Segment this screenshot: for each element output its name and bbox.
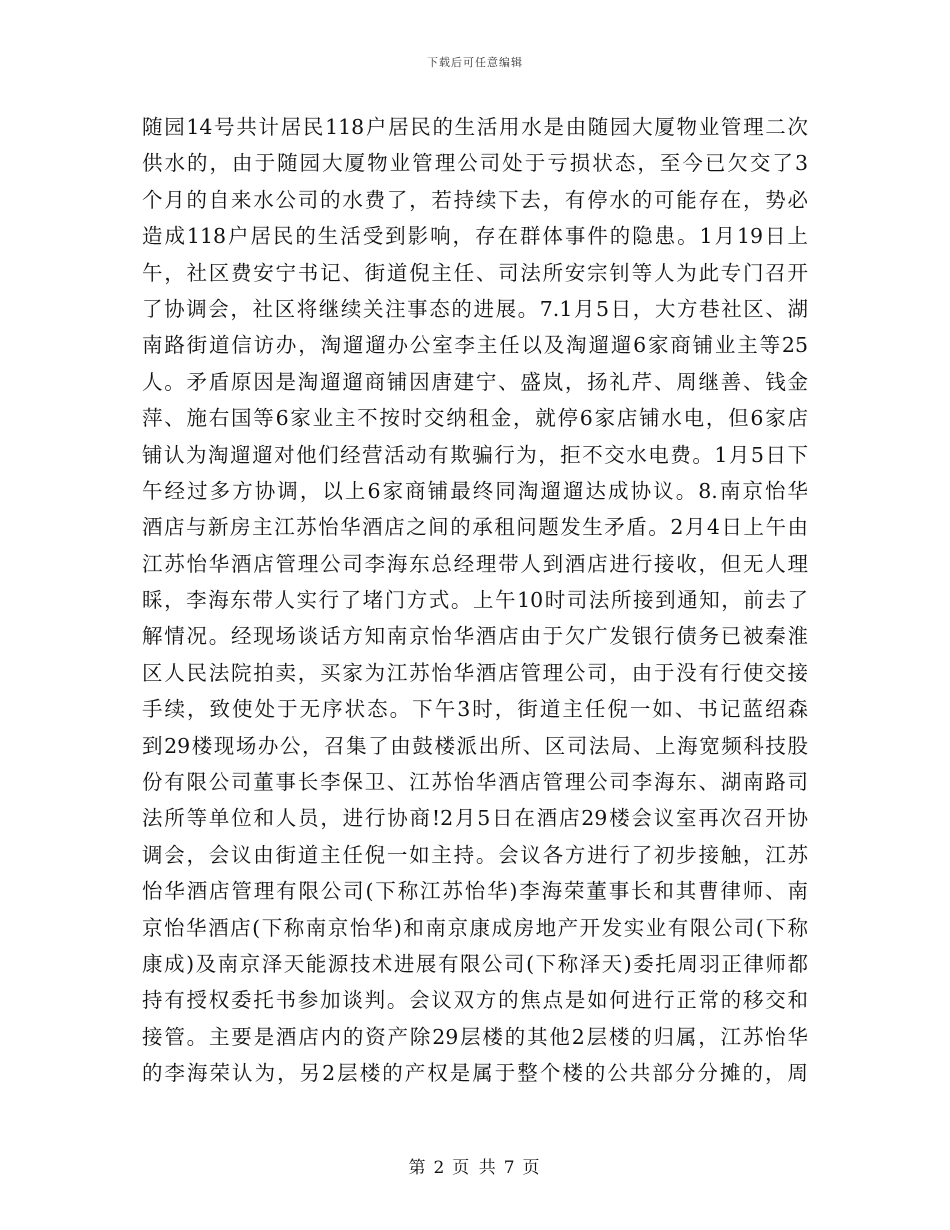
total-pages-number: 7 — [503, 1158, 517, 1178]
text-line: 怡华酒店管理有限公司(下称江苏怡华)李海荣董事长和其曹律师、南 — [142, 879, 808, 904]
footer-suffix: 页 — [522, 1158, 542, 1178]
text-line: 接管。主要是酒店内的资产除29层楼的其他2层楼的归属，江苏怡华 — [142, 1024, 808, 1049]
text-line: 铺认为淘遛遛对他们经营活动有欺骗行为，拒不交水电费。1月5日下 — [142, 442, 808, 467]
text-line: 南路街道信访办，淘遛遛办公室李主任以及淘遛遛6家商铺业主等25 — [142, 333, 808, 358]
current-page-number: 2 — [433, 1158, 447, 1178]
text-line: 江苏怡华酒店管理公司李海东总经理带人到酒店进行接收，但无人理 — [142, 551, 808, 576]
footer-prefix: 第 — [408, 1158, 428, 1178]
page-footer — [0, 1153, 950, 1178]
text-line: 京怡华酒店(下称南京怡华)和南京康成房地产开发实业有限公司(下称 — [142, 915, 808, 940]
text-line: 区人民法院拍卖，买家为江苏怡华酒店管理公司，由于没有行使交接 — [142, 660, 808, 685]
footer-middle: 页 共 — [452, 1158, 498, 1178]
text-line: 午经过多方协调，以上6家商铺最终同淘遛遛达成协议。8.南京怡华 — [142, 478, 808, 503]
text-line: 睬，李海东带人实行了堵门方式。上午10时司法所接到通知，前去了 — [142, 588, 808, 613]
text-line: 个月的自来水公司的水费了，若持续下去，有停水的可能存在，势必 — [142, 187, 808, 212]
text-line: 到29楼现场办公，召集了由鼓楼派出所、区司法局、上海宽频科技股 — [142, 733, 808, 758]
text-line: 供水的，由于随园大厦物业管理公司处于亏损状态，至今已欠交了3 — [142, 151, 808, 176]
text-line: 手续，致使处于无序状态。下午3时，街道主任倪一如、书记蓝绍森 — [142, 697, 808, 722]
text-line: 造成118户居民的生活受到影响，存在群体事件的隐患。1月19日上 — [142, 224, 808, 249]
text-line: 份有限公司董事长李保卫、江苏怡华酒店管理公司李海东、湖南路司 — [142, 770, 808, 795]
text-line: 萍、施右国等6家业主不按时交纳租金，就停6家店铺水电，但6家店 — [142, 406, 808, 431]
text-line: 随园14号共计居民118户居民的生活用水是由随园大厦物业管理二次 — [142, 115, 808, 139]
text-line: 的李海荣认为，另2层楼的产权是属于整个楼的公共部分分摊的，周 — [142, 1061, 808, 1086]
text-line: 酒店与新房主江苏怡华酒店之间的承租问题发生矛盾。2月4日上午由 — [142, 515, 808, 540]
text-line: 人。矛盾原因是淘遛遛商铺因唐建宁、盛岚，扬礼芹、周继善、钱金 — [142, 369, 808, 394]
text-line: 了协调会，社区将继续关注事态的进展。7.1月5日，大方巷社区、湖 — [142, 296, 808, 321]
text-line: 康成)及南京泽天能源技术进展有限公司(下称泽天)委托周羽正律师都 — [142, 951, 808, 976]
header-note: 下载后可任意编辑 — [427, 56, 523, 69]
text-line: 解情况。经现场谈话方知南京怡华酒店由于欠广发银行债务已被秦淮 — [142, 624, 808, 649]
text-line: 午，社区费安宁书记、街道倪主任、司法所安宗钊等人为此专门召开 — [142, 260, 808, 285]
text-line: 持有授权委托书参加谈判。会议双方的焦点是如何进行正常的移交和 — [142, 988, 808, 1013]
body-text — [142, 109, 808, 1092]
text-line: 法所等单位和人员，进行协商!2月5日在酒店29楼会议室再次召开协 — [142, 806, 808, 831]
text-line: 调会，会议由街道主任倪一如主持。会议各方进行了初步接触，江苏 — [142, 842, 808, 867]
